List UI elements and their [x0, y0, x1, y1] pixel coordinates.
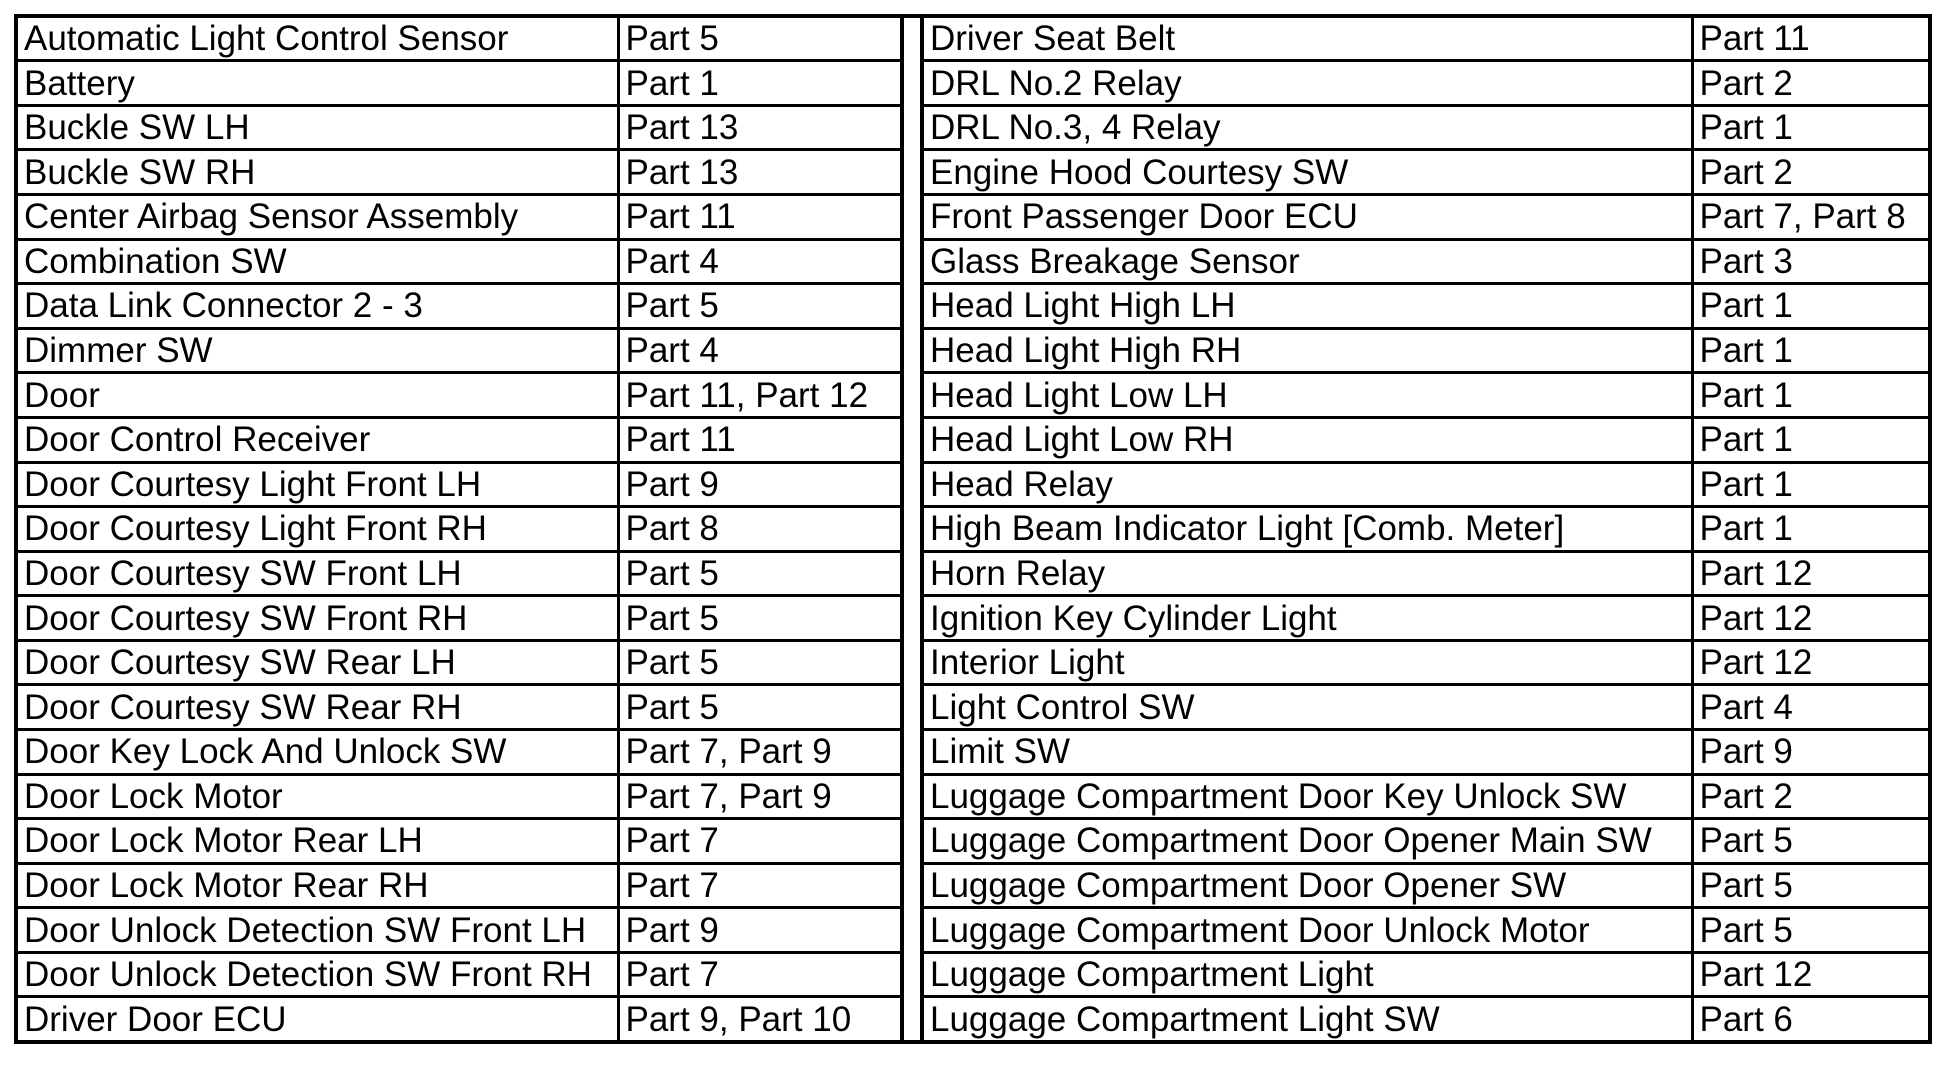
index-row — [18, 150, 900, 195]
part-reference-cell: Part 5 — [618, 685, 900, 730]
index-row — [924, 328, 1928, 373]
part-reference-cell: Part 5 — [1692, 819, 1928, 864]
index-row — [18, 195, 900, 240]
part-reference-cell: Part 1 — [1692, 328, 1928, 373]
index-row — [924, 729, 1928, 774]
part-reference-cell: Part 12 — [1692, 551, 1928, 596]
index-row — [18, 105, 900, 150]
index-row — [924, 373, 1928, 418]
component-name-cell: Light Control SW — [924, 685, 1692, 730]
component-name-cell: Luggage Compartment Door Opener SW — [924, 863, 1692, 908]
index-row — [924, 18, 1928, 61]
part-reference-cell: Part 5 — [1692, 908, 1928, 953]
index-row — [924, 908, 1928, 953]
component-name-cell: Buckle SW LH — [18, 105, 618, 150]
component-name-cell: Limit SW — [924, 729, 1692, 774]
part-reference-cell: Part 7, Part 8 — [1692, 195, 1928, 240]
part-reference-cell: Part 4 — [618, 328, 900, 373]
index-row — [924, 997, 1928, 1040]
component-name-cell: Door Unlock Detection SW Front LH — [18, 908, 618, 953]
component-index-sheet — [14, 14, 1932, 1044]
index-row — [18, 640, 900, 685]
component-name-cell: Door Courtesy SW Rear LH — [18, 640, 618, 685]
component-name-cell: Buckle SW RH — [18, 150, 618, 195]
part-reference-cell: Part 9, Part 10 — [618, 997, 900, 1040]
part-reference-cell: Part 5 — [618, 596, 900, 641]
index-row — [924, 284, 1928, 329]
right-index-body — [924, 18, 1928, 1040]
part-reference-cell: Part 5 — [618, 640, 900, 685]
right-index-column — [924, 18, 1928, 1040]
left-index-body — [18, 18, 900, 1040]
index-row — [924, 819, 1928, 864]
component-name-cell: Luggage Compartment Light SW — [924, 997, 1692, 1040]
component-name-cell: Glass Breakage Sensor — [924, 239, 1692, 284]
part-reference-cell: Part 7 — [618, 819, 900, 864]
index-row — [18, 685, 900, 730]
index-row — [18, 462, 900, 507]
component-name-cell: Interior Light — [924, 640, 1692, 685]
component-name-cell: Door Control Receiver — [18, 417, 618, 462]
index-row — [924, 239, 1928, 284]
component-name-cell: DRL No.3, 4 Relay — [924, 105, 1692, 150]
part-reference-cell: Part 4 — [618, 239, 900, 284]
component-name-cell: Combination SW — [18, 239, 618, 284]
component-name-cell: Door Courtesy SW Front RH — [18, 596, 618, 641]
component-name-cell: Door Lock Motor — [18, 774, 618, 819]
index-row — [18, 729, 900, 774]
part-reference-cell: Part 1 — [1692, 105, 1928, 150]
index-row — [924, 507, 1928, 552]
part-reference-cell: Part 11 — [618, 195, 900, 240]
index-row — [18, 774, 900, 819]
component-name-cell: Door Courtesy Light Front LH — [18, 462, 618, 507]
part-reference-cell: Part 7 — [618, 952, 900, 997]
part-reference-cell: Part 5 — [1692, 863, 1928, 908]
index-row — [18, 373, 900, 418]
index-row — [924, 150, 1928, 195]
index-row — [18, 61, 900, 106]
part-reference-cell: Part 7, Part 9 — [618, 729, 900, 774]
component-name-cell: Door Courtesy Light Front RH — [18, 507, 618, 552]
index-row — [924, 685, 1928, 730]
index-row — [18, 908, 900, 953]
part-reference-cell: Part 8 — [618, 507, 900, 552]
component-name-cell: Door Key Lock And Unlock SW — [18, 729, 618, 774]
index-row — [18, 239, 900, 284]
index-row — [924, 640, 1928, 685]
component-name-cell: DRL No.2 Relay — [924, 61, 1692, 106]
part-reference-cell: Part 7 — [618, 863, 900, 908]
index-row — [18, 284, 900, 329]
part-reference-cell: Part 5 — [618, 18, 900, 61]
index-row — [924, 596, 1928, 641]
left-index-column — [18, 18, 900, 1040]
component-name-cell: Driver Seat Belt — [924, 18, 1692, 61]
part-reference-cell: Part 9 — [618, 462, 900, 507]
index-row — [18, 551, 900, 596]
index-row — [924, 551, 1928, 596]
part-reference-cell: Part 3 — [1692, 239, 1928, 284]
component-name-cell: Luggage Compartment Door Unlock Motor — [924, 908, 1692, 953]
component-name-cell: Door Lock Motor Rear RH — [18, 863, 618, 908]
part-reference-cell: Part 6 — [1692, 997, 1928, 1040]
component-name-cell: Door Courtesy SW Rear RH — [18, 685, 618, 730]
part-reference-cell: Part 12 — [1692, 596, 1928, 641]
component-name-cell: Battery — [18, 61, 618, 106]
index-row — [18, 417, 900, 462]
index-row — [924, 61, 1928, 106]
part-reference-cell: Part 1 — [618, 61, 900, 106]
component-name-cell: Door Unlock Detection SW Front RH — [18, 952, 618, 997]
part-reference-cell: Part 11, Part 12 — [618, 373, 900, 418]
component-name-cell: Luggage Compartment Door Key Unlock SW — [924, 774, 1692, 819]
index-row — [924, 195, 1928, 240]
component-name-cell: Data Link Connector 2 - 3 — [18, 284, 618, 329]
left-index-table — [18, 18, 900, 1040]
component-name-cell: Luggage Compartment Door Opener Main SW — [924, 819, 1692, 864]
part-reference-cell: Part 4 — [1692, 685, 1928, 730]
index-row — [18, 997, 900, 1040]
component-name-cell: Horn Relay — [924, 551, 1692, 596]
index-row — [924, 952, 1928, 997]
index-row — [924, 105, 1928, 150]
index-row — [18, 952, 900, 997]
index-row — [18, 863, 900, 908]
component-name-cell: Door Courtesy SW Front LH — [18, 551, 618, 596]
component-name-cell: Center Airbag Sensor Assembly — [18, 195, 618, 240]
index-row — [18, 596, 900, 641]
part-reference-cell: Part 2 — [1692, 61, 1928, 106]
part-reference-cell: Part 1 — [1692, 373, 1928, 418]
index-row — [924, 417, 1928, 462]
component-name-cell: Front Passenger Door ECU — [924, 195, 1692, 240]
component-name-cell: Door — [18, 373, 618, 418]
component-name-cell: Head Light Low RH — [924, 417, 1692, 462]
component-name-cell: High Beam Indicator Light [Comb. Meter] — [924, 507, 1692, 552]
part-reference-cell: Part 11 — [1692, 18, 1928, 61]
part-reference-cell: Part 1 — [1692, 462, 1928, 507]
part-reference-cell: Part 11 — [618, 417, 900, 462]
part-reference-cell: Part 1 — [1692, 417, 1928, 462]
column-divider — [900, 18, 924, 1040]
part-reference-cell: Part 13 — [618, 150, 900, 195]
component-name-cell: Engine Hood Courtesy SW — [924, 150, 1692, 195]
part-reference-cell: Part 7, Part 9 — [618, 774, 900, 819]
part-reference-cell: Part 9 — [1692, 729, 1928, 774]
part-reference-cell: Part 1 — [1692, 507, 1928, 552]
index-row — [924, 774, 1928, 819]
part-reference-cell: Part 2 — [1692, 774, 1928, 819]
component-name-cell: Dimmer SW — [18, 328, 618, 373]
component-name-cell: Luggage Compartment Light — [924, 952, 1692, 997]
component-name-cell: Head Light Low LH — [924, 373, 1692, 418]
part-reference-cell: Part 12 — [1692, 952, 1928, 997]
index-row — [18, 18, 900, 61]
right-index-table — [924, 18, 1928, 1040]
part-reference-cell: Part 13 — [618, 105, 900, 150]
index-row — [924, 462, 1928, 507]
component-name-cell: Automatic Light Control Sensor — [18, 18, 618, 61]
index-row — [18, 507, 900, 552]
part-reference-cell: Part 12 — [1692, 640, 1928, 685]
part-reference-cell: Part 5 — [618, 284, 900, 329]
component-name-cell: Head Relay — [924, 462, 1692, 507]
part-reference-cell: Part 5 — [618, 551, 900, 596]
index-row — [18, 328, 900, 373]
component-name-cell: Driver Door ECU — [18, 997, 618, 1040]
part-reference-cell: Part 2 — [1692, 150, 1928, 195]
part-reference-cell: Part 9 — [618, 908, 900, 953]
component-name-cell: Head Light High RH — [924, 328, 1692, 373]
index-row — [18, 819, 900, 864]
component-name-cell: Door Lock Motor Rear LH — [18, 819, 618, 864]
part-reference-cell: Part 1 — [1692, 284, 1928, 329]
index-row — [924, 863, 1928, 908]
component-name-cell: Ignition Key Cylinder Light — [924, 596, 1692, 641]
component-name-cell: Head Light High LH — [924, 284, 1692, 329]
